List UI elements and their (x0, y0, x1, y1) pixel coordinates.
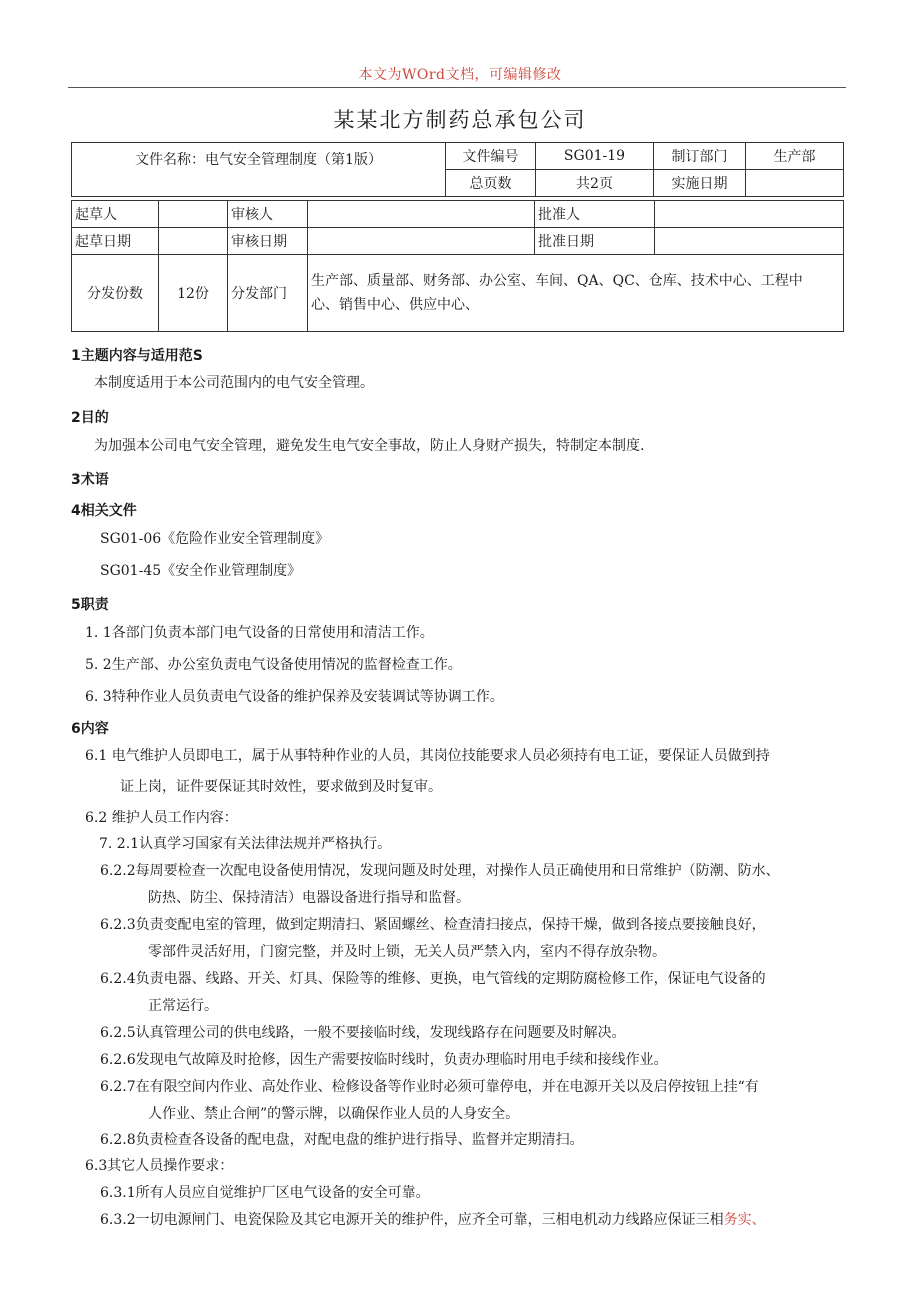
document-header-table (71, 142, 844, 197)
section-6-3-2-text: 6.3.2一切电源闸门、电瓷保险及其它电源开关的维护件，应齐全可靠，三相电机动力线路应保证三相 (100, 1212, 724, 1228)
dist-dept-value (308, 255, 844, 332)
section-4-ref-1: SG01-06《危险作业安全管理制度》 (100, 531, 330, 547)
section-2-text: 为加强本公司电气安全管理，避免发生电气安全事故，防止人身财产损失，特制定本制度. (94, 438, 645, 454)
section-6-2-2-line-1: 6.2.2每周要检查一次配电设备使用情况，发现问题及时处理，对操作人员正确使用和日常维护（防潮、防水、 (100, 863, 780, 879)
section-6-3-1: 6.3.1所有人员应自觉维护厂区电气设备的安全可靠。 (100, 1185, 430, 1201)
dept-value: 生产部 (746, 143, 844, 170)
approve-date-value (655, 228, 844, 255)
section-2-title: 2目的 (71, 410, 109, 426)
dist-dept-line1: 生产部、质量部、财务部、办公室、车间、QA、QC、仓库、技术中心、工程中 (311, 273, 803, 289)
section-1-title: 1主题内容与适用范S (71, 348, 203, 364)
section-6-3: 6.3其它人员操作要求： (85, 1158, 234, 1174)
section-6-2-2-line-2: 防热、防尘、保持清洁）电器设备进行指导和监督。 (148, 890, 470, 906)
dist-dept-line2: 心、销售中心、供应中心、 (311, 297, 479, 313)
section-6-1-line-1: 6.1 电气维护人员即电工，属于从事特种作业的人员，其岗位技能要求人员必须持有电工证，要保证人员做到持 (85, 748, 770, 764)
watermark-banner: 本文为WOrd文档，可编辑修改 (358, 67, 562, 83)
section-6-2-4-line-2: 正常运行。 (148, 998, 218, 1014)
approver-label: 批准人 (535, 201, 655, 228)
copies-value: 12份 (159, 255, 228, 332)
section-6-2-7-line-1: 6.2.7在有限空间内作业、高处作业、检修设备等作业时必须可靠停电，并在电源开关以及启停按钮上挂“有 (100, 1079, 759, 1095)
reviewer-value (308, 201, 535, 228)
header-rule (68, 87, 846, 88)
section-6-title: 6内容 (71, 721, 109, 737)
pages-value: 共2页 (536, 170, 654, 197)
section-1-text: 本制度适用于本公司范围内的电气安全管理。 (94, 375, 374, 391)
draft-date-label: 起草日期 (72, 228, 159, 255)
section-6-2-5: 6.2.5认真管理公司的供电线路，一般不要接临时线，发现线路存在问题要及时解决。 (100, 1025, 626, 1041)
section-6-3-2 (100, 1210, 766, 1230)
section-6-2-4-line-1: 6.2.4负责电器、线路、开关、灯具、保险等的维修、更换，电气管线的定期防腐检修工作，保证电气设备的 (100, 971, 766, 987)
section-6-3-2-highlight: 务实、 (723, 1212, 766, 1228)
section-5-title: 5职责 (71, 597, 109, 613)
reviewer-label: 审核人 (228, 201, 308, 228)
section-6-2-8: 6.2.8负责检查各设备的配电盘，对配电盘的维护进行指导、监督并定期清扫。 (100, 1132, 584, 1148)
review-date-value (308, 228, 535, 255)
section-6-2: 6.2 维护人员工作内容： (85, 810, 238, 826)
review-date-label: 审核日期 (228, 228, 308, 255)
section-6-2-3-line-2: 零部件灵活好用，门窗完整，并及时上锁，无关人员严禁入内，室内不得存放杂物。 (148, 944, 666, 960)
section-5-item-2: 5. 2生产部、办公室负责电气设备使用情况的监督检查工作。 (85, 657, 462, 673)
dept-label: 制订部门 (654, 143, 746, 170)
pages-label: 总页数 (446, 170, 536, 197)
section-3-title: 3术语 (71, 472, 109, 488)
section-5-item-3: 6. 3特种作业人员负责电气设备的维护保养及安装调试等协调工作。 (85, 689, 504, 705)
section-4-title: 4相关文件 (71, 503, 137, 519)
section-5-item-1: 1. 1各部门负责本部门电气设备的日常使用和清洁工作。 (85, 625, 434, 641)
impl-date-label: 实施日期 (654, 170, 746, 197)
drafter-label: 起草人 (72, 201, 159, 228)
draft-date-value (159, 228, 228, 255)
section-6-2-1: 7. 2.1认真学习国家有关法律法规并严格执行。 (99, 836, 392, 852)
approver-value (655, 201, 844, 228)
impl-date-value (746, 170, 844, 197)
approval-table (71, 200, 844, 332)
file-no-label: 文件编号 (446, 143, 536, 170)
section-6-2-7-line-2: 人作业、禁止合闸”的警示牌，以确保作业人员的人身安全。 (148, 1106, 520, 1122)
file-no-value: SG01-19 (536, 143, 654, 170)
section-6-2-3-line-1: 6.2.3负责变配电室的管理，做到定期清扫、紧固螺丝、检查清扫接点，保持干燥，做到各接点要接触良好， (100, 917, 766, 933)
file-name-cell (72, 143, 446, 197)
section-6-1-line-2: 证上岗，证件要保证其时效性，要求做到及时复审。 (120, 779, 442, 795)
drafter-value (159, 201, 228, 228)
copies-label: 分发份数 (72, 255, 159, 332)
section-6-2-6: 6.2.6发现电气故障及时抢修，因生产需要按临时线时，负责办理临时用电手续和接线作业。 (100, 1052, 668, 1068)
approve-date-label: 批准日期 (535, 228, 655, 255)
section-4-ref-2: SG01-45《安全作业管理制度》 (100, 563, 302, 579)
file-name-label: 文件名称：电气安全管理制度（第1版） (135, 152, 382, 168)
dist-dept-label: 分发部门 (228, 255, 308, 332)
company-title: 某某北方制药总承包公司 (333, 108, 587, 132)
